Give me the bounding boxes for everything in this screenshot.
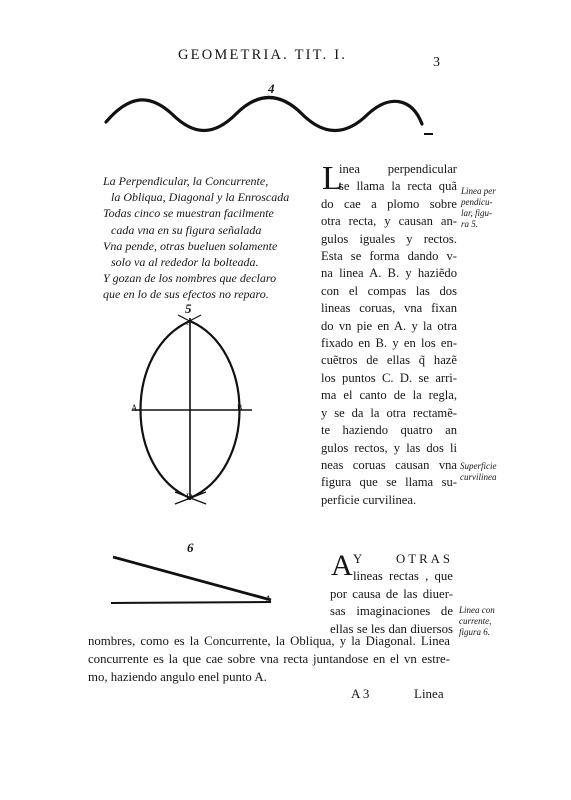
lower-block-text: [330, 551, 453, 638]
point-label-d: D: [186, 492, 193, 502]
body-line: gulos rectos, y las dos li: [321, 440, 457, 455]
margin-note-line: ra 5.: [461, 219, 479, 229]
body-line: nombres, como es la Concurrente, la Obliqua, y la Diagonal. Linea: [88, 634, 450, 648]
verse-line: la Obliqua, Diagonal y la Enroscada: [111, 190, 290, 205]
point-label-c: c: [186, 318, 190, 327]
body-line: lineas rectas , que: [353, 569, 453, 584]
signature-mark: A 3: [351, 686, 370, 701]
figure-number-4: 4: [268, 81, 275, 96]
body-line: ma el canto de la regla,: [321, 388, 457, 403]
margin-note-superficie: [460, 461, 522, 483]
body-line: y se da la otra rectamẽ-: [321, 405, 457, 420]
oblique-line: [113, 557, 271, 600]
point-label-b: B: [237, 403, 243, 412]
page-number: 3: [433, 55, 440, 70]
wavy-line-figure: [106, 98, 422, 131]
body-line: neas coruas causan vna: [321, 457, 457, 472]
verse-line: Y gozan de los nombres que declaro: [103, 271, 277, 286]
verse-line: La Perpendicular, la Concurrente,: [103, 174, 269, 188]
full-width-text: [88, 633, 450, 686]
body-line: otra recta, y causan an-: [321, 214, 457, 229]
body-line: con el compas las dos: [321, 283, 457, 298]
verse-line: que en lo de sus efectos no reparo.: [103, 287, 269, 302]
angle-point-label-a: A: [265, 594, 272, 604]
body-line: sas imaginaciones de: [330, 604, 453, 619]
margin-note-line: Superficie: [460, 461, 497, 471]
body-line: gulos iguales y rectos.: [321, 231, 457, 246]
margin-note-line: pendicu-: [461, 197, 493, 207]
body-line: inea perpendicular: [339, 162, 457, 176]
body-line: figura que se llama su-: [321, 475, 457, 490]
body-line: na linea A. B. y haziẽdo: [321, 266, 457, 281]
verse-line: Todas cinco se muestran facilmente: [103, 206, 274, 221]
body-line: los puntos C. D. se arri-: [321, 370, 457, 385]
body-line: do cae a plomo sobre: [321, 196, 457, 211]
point-label-a: A: [131, 403, 138, 413]
figure-number-6: 6: [187, 540, 194, 555]
concurrent-base-line: [111, 602, 271, 603]
body-line: se llama la recta quã: [339, 179, 457, 194]
body-line: por causa de las diuer-: [330, 586, 453, 601]
verse-line: solo va al rededor la bolteada.: [111, 255, 259, 270]
body-line: do vn pie en A. y la otra: [321, 318, 457, 333]
margin-note-line: currente,: [459, 616, 492, 626]
body-line: concurrente es la que cae sobre vna recta juntandose en el vn estre-: [88, 651, 450, 666]
running-header-title: GEOMETRIA. TIT. I.: [178, 47, 348, 63]
verse-stanza: [103, 173, 313, 303]
verse-line: cada vna en su figura señalada: [111, 222, 262, 237]
body-line: mo, haziendo angulo enel punto A.: [88, 669, 267, 684]
body-line: perficie curvilinea.: [321, 492, 417, 507]
dropcap-l: L: [322, 160, 343, 197]
margin-note-concurrente: [459, 605, 521, 638]
margin-note-line: lar, figu-: [461, 208, 493, 218]
dropcap-a: A: [331, 549, 353, 582]
body-line: Y OTRAS: [353, 552, 453, 566]
verse-line: Vna pende, otras bueluen solamente: [103, 238, 278, 253]
catchword: Linea: [414, 686, 444, 701]
right-column-text: [321, 161, 457, 509]
body-line: ellas se les dan diuersos: [330, 621, 453, 636]
margin-note-line: curvilinea: [460, 472, 497, 482]
margin-note-perpendicular: [461, 186, 523, 230]
figure-number-5: 5: [185, 301, 192, 316]
margin-note-line: Linea per: [461, 186, 496, 196]
margin-note-line: figura 6.: [459, 627, 491, 637]
body-line: cuẽtros de ellas q̃ hazẽ: [321, 353, 457, 368]
body-line: fixado en B. y en los en-: [321, 336, 457, 351]
body-line: Esta se forma dando v-: [321, 249, 457, 264]
margin-note-line: Linea con: [459, 605, 495, 615]
body-line: te haziendo quatro an: [321, 423, 457, 438]
body-line: lineas coruas, vna fixan: [321, 301, 457, 316]
